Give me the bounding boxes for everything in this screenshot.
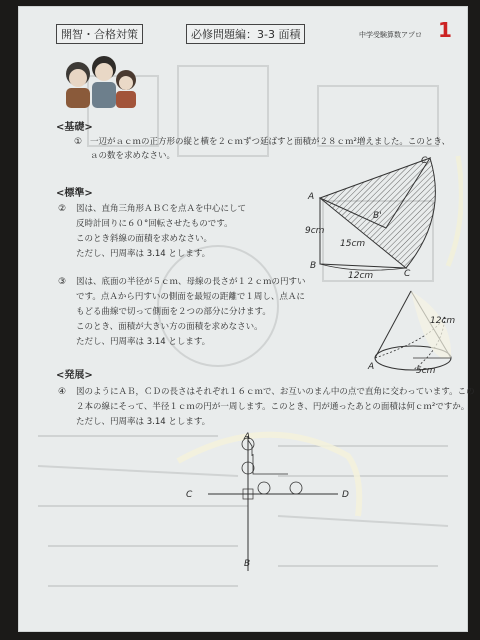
point-b-label: B xyxy=(310,261,317,271)
page-number: 1 xyxy=(438,18,452,42)
problem-2-line-2: 反時計回りに６０°回転させたものです。 xyxy=(76,219,233,229)
point-c-rotated-label: C xyxy=(421,156,428,166)
publisher-label: 中学受験算数アプロ xyxy=(359,31,422,39)
problem-4-line-3: ただし、円周率は 3.14 とします。 xyxy=(76,417,211,427)
section-standard-title: <標準> xyxy=(56,188,93,199)
cone-slant-length: 12cm xyxy=(430,316,456,326)
cross-lines-figure xyxy=(168,416,368,576)
circle-right xyxy=(290,482,302,494)
cone-radius-length: 5cm xyxy=(416,366,436,376)
cross-point-b-label: B xyxy=(244,559,251,569)
problem-3-line-2: です。点Ａから円すいの側面を最短の距離で１周し、点Ａに xyxy=(76,292,305,302)
problem-4-line-2: ２本の線にそって、半径１ｃｍの円が一周します。このとき、円が通ったあとの面積は何ｃｍ²ですか。 xyxy=(76,402,470,412)
cross-point-d-label: D xyxy=(342,490,349,500)
point-a-label: A xyxy=(308,192,315,202)
path-track xyxy=(248,446,288,478)
problem-3-line-3: もどる曲線で切って側面を２つの部分に分けます。 xyxy=(76,307,271,317)
cone-point-a-label: A xyxy=(368,362,375,372)
highlight-stroke xyxy=(448,156,461,266)
side-ab-length: 9cm xyxy=(305,226,325,236)
cross-point-a-label: A xyxy=(244,432,251,442)
problem-3-line-1: 図は、底面の半径が５ｃｍ、母線の長さが１２ｃｍの円すい xyxy=(76,277,306,287)
point-b-rotated-label: B' xyxy=(373,211,382,221)
cross-point-c-label: C xyxy=(186,490,193,500)
problem-3-number: ③ xyxy=(58,277,67,287)
problem-2-line-1: 図は、直角三角形ＡＢＣを点Ａを中心にして xyxy=(76,204,247,214)
students-illustration xyxy=(56,52,146,110)
problem-2-number: ② xyxy=(58,204,67,214)
side-bc-length: 12cm xyxy=(348,271,374,281)
section-basic-title: <基礎> xyxy=(56,122,93,133)
section-advanced-title: <発展> xyxy=(56,370,93,381)
problem-2-line-3: このとき斜線の面積を求めなさい。 xyxy=(76,234,213,244)
school-label: 開智・合格対策 xyxy=(56,24,143,44)
point-c-label: C xyxy=(404,269,411,279)
problem-3-line-5: ただし、円周率は 3.14 とします。 xyxy=(76,337,211,347)
problem-1-line-1: 一辺がａｃｍの正方形の縦と横を２ｃｍずつ延ばすと面積が２８ｃｍ²増えました。このとき、 xyxy=(90,137,451,147)
problem-2-line-4: ただし、円周率は 3.14 とします。 xyxy=(76,249,211,259)
problem-4-line-1: 図のようにＡＢ，ＣＤの長さはそれぞれ１６ｃｍで、お互いのまん中の点で直角に交わっています。この xyxy=(76,387,475,397)
problem-1-number: ① xyxy=(74,137,83,147)
highlight-arc xyxy=(178,435,359,516)
chapter-title: 必修問題編：3-3 面積 xyxy=(186,24,305,44)
worksheet-page xyxy=(18,6,475,632)
problem-3-line-4: このとき、面積が大きい方の面積を求めなさい。 xyxy=(76,322,263,332)
circle-near-center xyxy=(258,482,270,494)
problem-1-line-2: ａの数を求めなさい。 xyxy=(90,151,176,161)
arrow-marker xyxy=(248,440,252,456)
problem-4-number: ④ xyxy=(58,387,67,397)
side-ac-length: 15cm xyxy=(340,239,366,249)
